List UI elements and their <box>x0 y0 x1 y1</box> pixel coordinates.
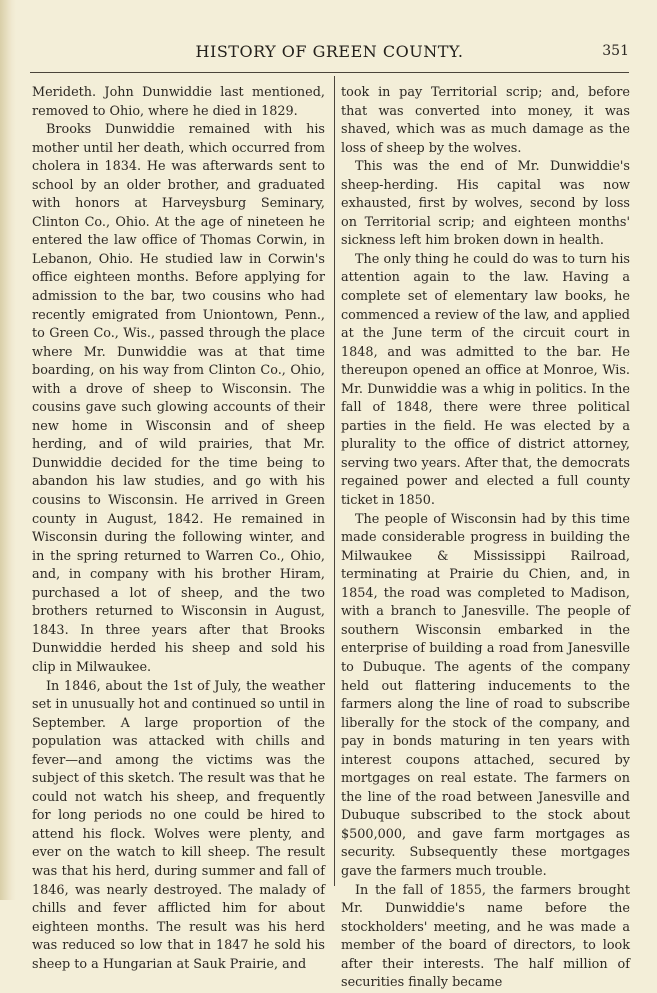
paragraph: Merideth. John Dunwiddie last mentioned, removed to Ohio, where he died in 1829. <box>32 85 325 119</box>
paragraph: This was the end of Mr. Dunwiddie's sheep-herding. His capital was now exhausted, first by wolves, second by loss on Territorial scrip; and eighteen months' sickness left him broken down in health. <box>341 159 630 249</box>
paragraph: In the fall of 1855, the farmers brought Mr. Dunwiddie's name before the stockholders' meeting, and he was made a member of the board of directors, to look after their interests. The half million of securities finally became <box>341 882 630 991</box>
page-title: HISTORY OF GREEN COUNTY. <box>195 42 464 61</box>
right-column <box>341 84 630 993</box>
header-rule <box>30 72 629 73</box>
column-divider <box>334 76 335 886</box>
paragraph: The only thing he could do was to turn his attention again to the law. Having a complete set of elementary law books, he commenced a review of the law, and applied at the June term of the circuit court in 1848, and was admitted to the bar. He thereupon opened an office at Monroe, Wis. Mr. Dunwiddie was a whig in politics. In the fall of 1848, there were three political parties in the field. He was elected by a plurality to the office of district attorney, serving two years. After that, the democrats regained power and elected a full county ticket in 1850. <box>341 251 630 509</box>
paragraph: In 1846, about the 1st of July, the weather set in unusually hot and continued so until in September. A large proportion of the population was attacked with chills and fever—and among the victims was the subject of this sketch. The result was that he could not watch his sheep, and frequently for long periods no one could be hired to attend his flock. Wolves were plenty, and ever on the watch to kill sheep. The result was that his herd, during summer and fall of 1846, was nearly destroyed. The malady of chills and fever afflicted him for about eighteen months. The result was his herd was reduced so low that in 1847 he sold his sheep to a Hungarian at Sauk Prairie, and <box>32 678 325 972</box>
paragraph: took in pay Territorial scrip; and, before that was converted into money, it was shaved, which was as much damage as the loss of sheep by the wolves. <box>341 85 630 156</box>
paragraph: The people of Wisconsin had by this time made considerable progress in building the Milwaukee & Mississippi Railroad, terminating at Prairie du Chien, and, in 1854, the road was completed to Madison, with a branch to Janesville. The people of southern Wisconsin embarked in the enterprise of building a road from Janesville to Dubuque. The agents of the company held out flattering inducements to the farmers along the line of road to subscribe liberally for the stock of the company, and pay in bonds maturing in ten years with interest coupons attached, secured by mortgages on real estate. The farmers on the line of the road between Janesville and Dubuque subscribed to the stock about $500,000, and gave farm mortgages as security. Subsequently these mortgages gave the farmers much trouble. <box>341 511 630 879</box>
left-column <box>32 84 325 974</box>
paragraph: Brooks Dunwiddie remained with his mother until her death, which occurred from cholera in 1834. He was afterwards sent to school by an older brother, and graduated with honors at Harveysburg Seminary, Clinton Co., Ohio. At the age of nineteen he entered the law office of Thomas Corwin, in Lebanon, Ohio. He studied law in Corwin's office eighteen months. Before applying for admission to the bar, two cousins who had recently emigrated from Uniontown, Penn., to Green Co., Wis., passed through the place where Mr. Dunwiddie was at that time boarding, on his way from Clinton Co., Ohio, with a drove of sheep to Wisconsin. The cousins gave such glowing accounts of their new home in Wisconsin and of sheep herding, and of wild prairies, that Mr. Dunwiddie decided for the time being to abandon his law studies, and go with his cousins to Wisconsin. He arrived in Green county in August, 1842. He remained in Wisconsin during the following winter, and in the spring returned to Warren Co., Ohio, and, in company with his brother Hiram, purchased a lot of sheep, and the two brothers returned to Wisconsin in August, 1843. In three years after that Brooks Dunwiddie herded his sheep and sold his clip in Milwaukee. <box>32 122 325 675</box>
running-header <box>30 42 629 68</box>
page-spine-shadow <box>0 0 16 900</box>
page-number: 351 <box>602 43 629 59</box>
